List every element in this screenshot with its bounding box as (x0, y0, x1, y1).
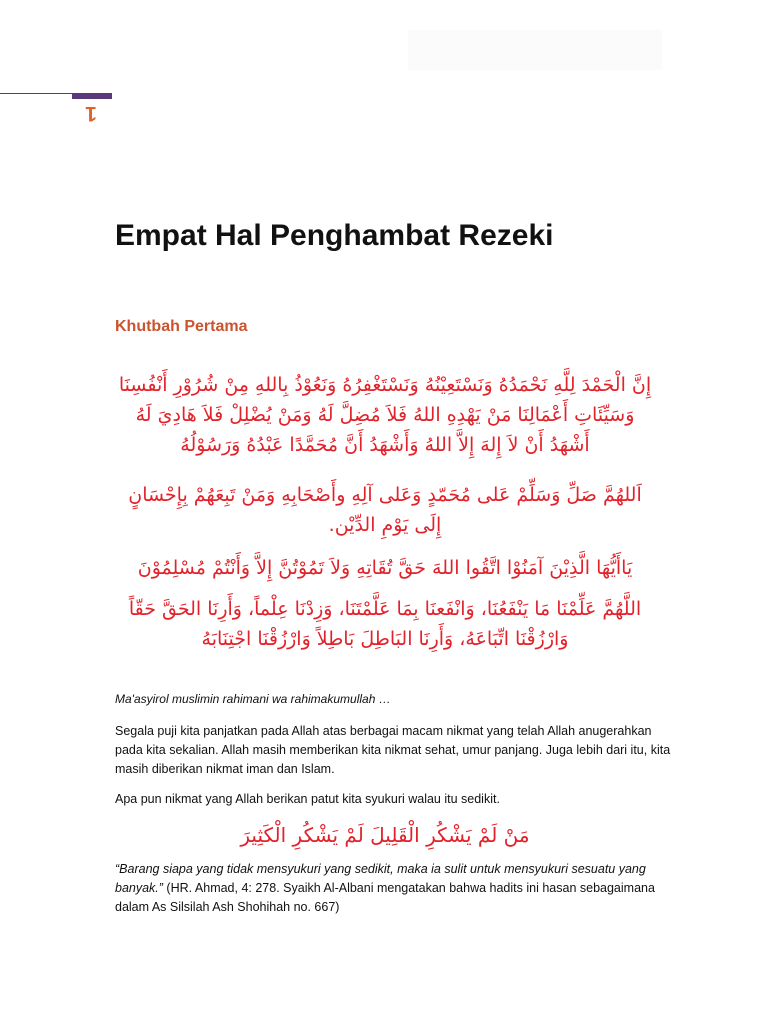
arabic-hadith-block (105, 820, 665, 850)
arabic-line: اَللهُمَّ صَلِّ وَسَلِّمْ عَلى مُحَمّدٍ وَعَلى آلِهِ وأَصْحَابِهِ وَمَنْ تَبِعَهُمْ بِإِحْسَانٍ (128, 484, 642, 506)
quote-reference: (HR. Ahmad, 4: 278. Syaikh Al-Albani mengatakan bahwa hadits ini hasan sebagaimana dalam As Silsilah Ash Shohihah no. 667) (115, 881, 655, 914)
arabic-line: وَارْزُقْنَا اتِّبَاعَهُ، وَأَرِنَا البَاطِلَ بَاطِلاً وَارْزُقْنَا اجْتِنَابَهُ (201, 628, 569, 650)
quote-translation: “Barang siapa yang tidak mensyukuri yang sedikit, maka ia sulit untuk mensyukuri sesuatu yang banyak.” (115, 862, 646, 895)
hadith-quote (115, 860, 675, 917)
arabic-line: مَنْ لَمْ يَشْكُرِ الْقَلِيلَ لَمْ يَشْكُرِ الْكَثِيرَ (240, 823, 530, 847)
arabic-opening-block (105, 370, 665, 460)
section-subtitle: Khutbah Pertama (115, 318, 248, 335)
arabic-line: يَاأَيُّهَا الَّذِيْنَ آمَنُوْا اتَّقُوا اللهَ حَقَّ تُقَاتِهِ وَلاَ تَمُوْتُنَّ إِلاَّ وَأَنْتُمْ مُسْلِمُوْنَ (137, 557, 633, 579)
body-paragraph: Segala puji kita panjatkan pada Allah atas berbagai macam nikmat yang telah Allah anugerahkan pada kita sekalian. Allah masih memberikan kita nikmat sehat, umur panjang. Juga lebih dari itu, kita masih diberikan nikmat iman dan Islam. (115, 724, 671, 776)
arabic-line: اللَّهُمَّ عَلِّمْنَا مَا يَنْفَعُنَا، وَانْفَعنَا بِمَا عَلَّمْتَنَا، وَزِدْنَا عِلْماً، وَأَرِنَا الحَقَّ حَقّاً (128, 598, 642, 620)
arabic-line: إِلَى يَوْمِ الدِّيْن. (328, 514, 442, 536)
header-placeholder-box (408, 30, 662, 70)
arabic-line: إِنَّ الْحَمْدَ لِلَّهِ نَحْمَدُهُ وَنَسْتَعِيْنُهُ وَنَسْتَغْفِرُهُ وَنَعُوْذُ بِاللهِ مِنْ شُرُوْرِ أَنْفُسِنَا (118, 374, 652, 396)
intro-line: Ma'asyirol muslimin rahimani wa rahimakumullah … (115, 692, 391, 706)
arabic-dua-block (105, 594, 665, 654)
page-title: Empat Hal Penghambat Rezeki (115, 219, 554, 252)
arabic-line: أَشْهَدُ أَنْ لاَ إِلهَ إِلاَّ اللهُ وَأَشْهَدُ أَنَّ مُحَمَّدًا عَبْدُهُ وَرَسُوْلُهُ (180, 434, 590, 456)
header-accent-bar (72, 93, 112, 99)
body-paragraph: Apa pun nikmat yang Allah berikan patut kita syukuri walau itu sedikit. (115, 792, 500, 806)
page-number: 1 (85, 102, 97, 125)
arabic-line: وَسَيِّئَاتِ أَعْمَالِنَا مَنْ يَهْدِهِ اللهُ فَلاَ مُضِلَّ لَهُ وَمَنْ يُضْلِلْ فَلاَ هَادِيَ لَهُ (135, 404, 635, 426)
arabic-salawat-block (105, 480, 665, 540)
arabic-verse-block (105, 553, 665, 583)
